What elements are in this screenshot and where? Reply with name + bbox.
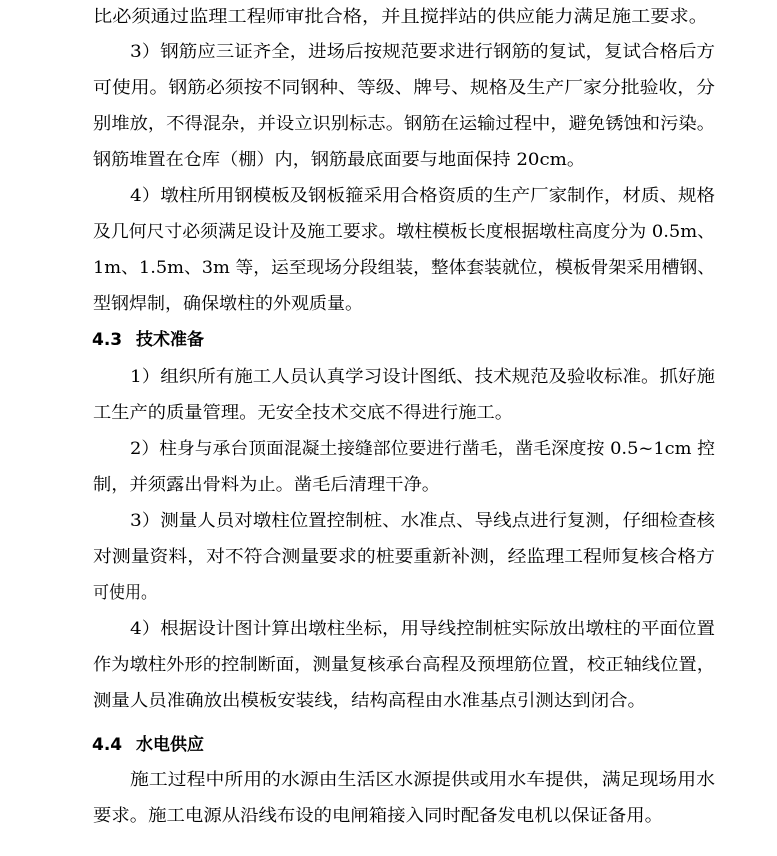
section-title: 水电供应 xyxy=(136,735,204,755)
paragraph-line xyxy=(130,431,777,467)
line-text: 比必须通过监理工程师审批合格，并且搅拌站的供应能力满足施工要求。 xyxy=(93,7,708,27)
paragraph-line xyxy=(93,539,777,575)
line-text: 3）钢筋应三证齐全，进场后按规范要求进行钢筋的复试，复试合格后方 xyxy=(130,42,715,62)
paragraph-line xyxy=(93,683,777,719)
paragraph-line xyxy=(93,106,777,142)
line-text: 钢筋堆置在仓库（棚）内，钢筋最底面要与地面保持 20cm。 xyxy=(93,150,586,170)
paragraph-line xyxy=(93,250,777,286)
line-text: 1）组织所有施工人员认真学习设计图纸、技术规范及验收标准。抓好施 xyxy=(130,367,715,387)
section-title: 技术准备 xyxy=(136,330,204,350)
paragraph-line xyxy=(130,34,777,70)
paragraph-line xyxy=(130,762,777,798)
paragraph-line xyxy=(93,70,777,106)
paragraph-line xyxy=(130,359,777,395)
paragraph-line xyxy=(93,142,777,178)
line-text: 要求。施工电源从沿线布设的电闸箱接入同时配备发电机以保证备用。 xyxy=(93,806,664,826)
line-text: 型钢焊制，确保墩柱的外观质量。 xyxy=(93,294,363,314)
paragraph-line xyxy=(130,503,777,539)
section-heading-4-4 xyxy=(92,727,777,763)
line-text: 制，并须露出骨料为止。凿毛后清理干净。 xyxy=(93,475,440,495)
section-number: 4.3 xyxy=(92,330,123,350)
paragraph-line xyxy=(93,647,777,683)
line-text: 施工过程中所用的水源由生活区水源提供或用水车提供，满足现场用水 xyxy=(130,770,716,790)
line-text: 4）根据设计图计算出墩柱坐标，用导线控制桩实际放出墩柱的平面位置 xyxy=(130,619,715,639)
paragraph-line xyxy=(130,178,777,214)
paragraph-line xyxy=(93,286,777,322)
paragraph-line xyxy=(93,798,777,834)
line-text: 别堆放，不得混杂，并设立识别标志。钢筋在运输过程中，避免锈蚀和污染。 xyxy=(93,114,715,134)
line-text: 1m、1.5m、3m 等，运至现场分段组装，整体套装就位，模板骨架采用槽钢、 xyxy=(93,258,715,278)
line-text: 作为墩柱外形的控制断面，测量复核承台高程及预埋筋位置，校正轴线位置， xyxy=(93,655,715,675)
paragraph-line xyxy=(93,467,777,503)
section-number: 4.4 xyxy=(92,735,123,755)
paragraph-line xyxy=(93,395,777,431)
paragraph-line xyxy=(130,611,777,647)
line-text: 2）柱身与承台顶面混凝土接缝部位要进行凿毛，凿毛深度按 0.5~1cm 控 xyxy=(130,439,715,459)
line-text: 可使用。 xyxy=(93,583,158,603)
line-text: 及几何尺寸必须满足设计及施工要求。墩柱模板长度根据墩柱高度分为 0.5m、 xyxy=(93,222,716,242)
line-text: 4）墩柱所用钢模板及钢板箍采用合格资质的生产厂家制作，材质、规格 xyxy=(130,186,715,206)
line-text: 对测量资料，对不符合测量要求的桩要重新补测，经监理工程师复核合格方 xyxy=(93,547,715,567)
line-text: 3）测量人员对墩柱位置控制桩、水准点、导线点进行复测，仔细检查核 xyxy=(130,511,715,531)
paragraph-line xyxy=(93,575,777,611)
paragraph-line xyxy=(93,214,777,250)
line-text: 工生产的质量管理。无安全技术交底不得进行施工。 xyxy=(93,403,514,423)
paragraph-line xyxy=(93,0,777,35)
section-heading-4-3 xyxy=(92,322,777,358)
line-text: 测量人员准确放出模板安装线，结构高程由水准基点引测达到闭合。 xyxy=(93,691,646,711)
line-text: 可使用。钢筋必须按不同钢种、等级、牌号、规格及生产厂家分批验收，分 xyxy=(93,78,715,98)
